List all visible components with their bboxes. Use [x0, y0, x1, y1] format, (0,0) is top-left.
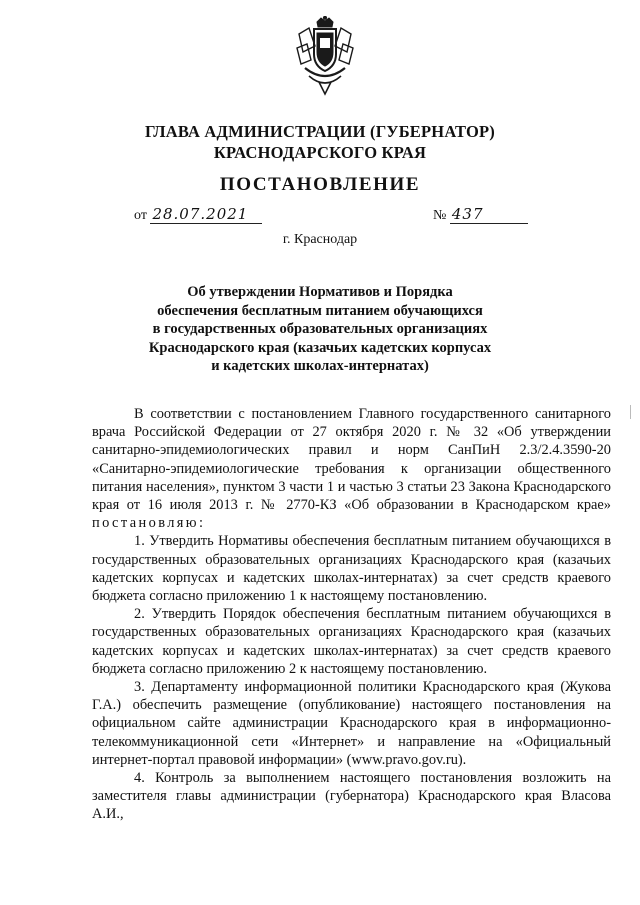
- subject-line: Об утверждении Нормативов и Порядка: [187, 284, 453, 300]
- subject-line: и кадетских школах-интернатах): [211, 358, 429, 374]
- subject-line: в государственных образовательных организациях: [152, 321, 488, 337]
- document-body: [92, 405, 611, 824]
- number-field: [433, 205, 528, 224]
- krasnodar-coat-of-arms-icon: [295, 16, 355, 96]
- margin-mark: [630, 405, 631, 419]
- issuer-line-2: КРАСНОДАРСКОГО КРАЯ: [213, 143, 427, 162]
- item-paragraph-1: 1. Утвердить Нормативы обеспечения бесплатным питанием обучающихся в государственных образовательных организациях Краснодарского края (казачьих кадетских корпусах и кадетских школах-интернатах) за счет средств краевого бюджета согласно приложению 1 к настоящему постановлению.: [92, 533, 611, 605]
- item-paragraph-4: 4. Контроль за выполнением настоящего постановления возложить на заместителя главы администрации (губернатора) Краснодарского края Власова А.И.,: [92, 770, 611, 823]
- number-prefix: №: [433, 208, 447, 223]
- preamble-paragraph: [92, 405, 611, 532]
- date-prefix: от: [134, 208, 147, 223]
- preamble-text: В соответствии с постановлением Главного государственного санитарного врача Российской Федерации от 27 октября 2020 г. № 32 «Об утверждении санитарно-эпидемиологических правил и норм СанПиН 2.3/2.4.3590-20 «Санитарно-эпидемиологические требования к организации общественного питания населения», пунктом 3 части 1 и частью 3 статьи 23 Закона Краснодарского края от 16 июля 2013 г. № 2770-КЗ «Об образовании в Краснодарском крае»: [92, 406, 611, 514]
- handwritten-date: 28.07.2021: [150, 205, 262, 224]
- subject-line: обеспечения бесплатным питанием обучающихся: [157, 302, 483, 319]
- city: г. Краснодар: [282, 232, 358, 247]
- decree-word: постановляю:: [92, 515, 206, 532]
- date-field: [134, 205, 262, 224]
- item-paragraph-2: 2. Утвердить Порядок обеспечения бесплатным питанием обучающихся в государственных образовательных организациях Краснодарского края (казачьих кадетских корпусах и кадетских школах-интернатах) за счет средств краевого бюджета согласно приложению 2 к настоящему постановлению.: [92, 606, 611, 677]
- item-paragraph-3: 3. Департаменту информационной политики Краснодарского края (Жукова Г.А.) обеспечить размещение (опубликование) настоящего постановления на официальном сайте администрации Краснодарского края в информационно-телекоммуникационной сети «Интернет» и направление на «Официальный интернет-портал правовой информации» (www.pravo.gov.ru).: [92, 679, 611, 768]
- subject-line: Краснодарского края (казачьих кадетских корпусах: [148, 339, 492, 356]
- document-subject: [0, 283, 640, 376]
- issuer-heading: [0, 121, 640, 163]
- issuer-line-1: ГЛАВА АДМИНИСТРАЦИИ (ГУБЕРНАТОР): [145, 122, 495, 141]
- handwritten-number: 437: [450, 205, 528, 224]
- document-type: ПОСТАНОВЛЕНИЕ: [219, 174, 421, 195]
